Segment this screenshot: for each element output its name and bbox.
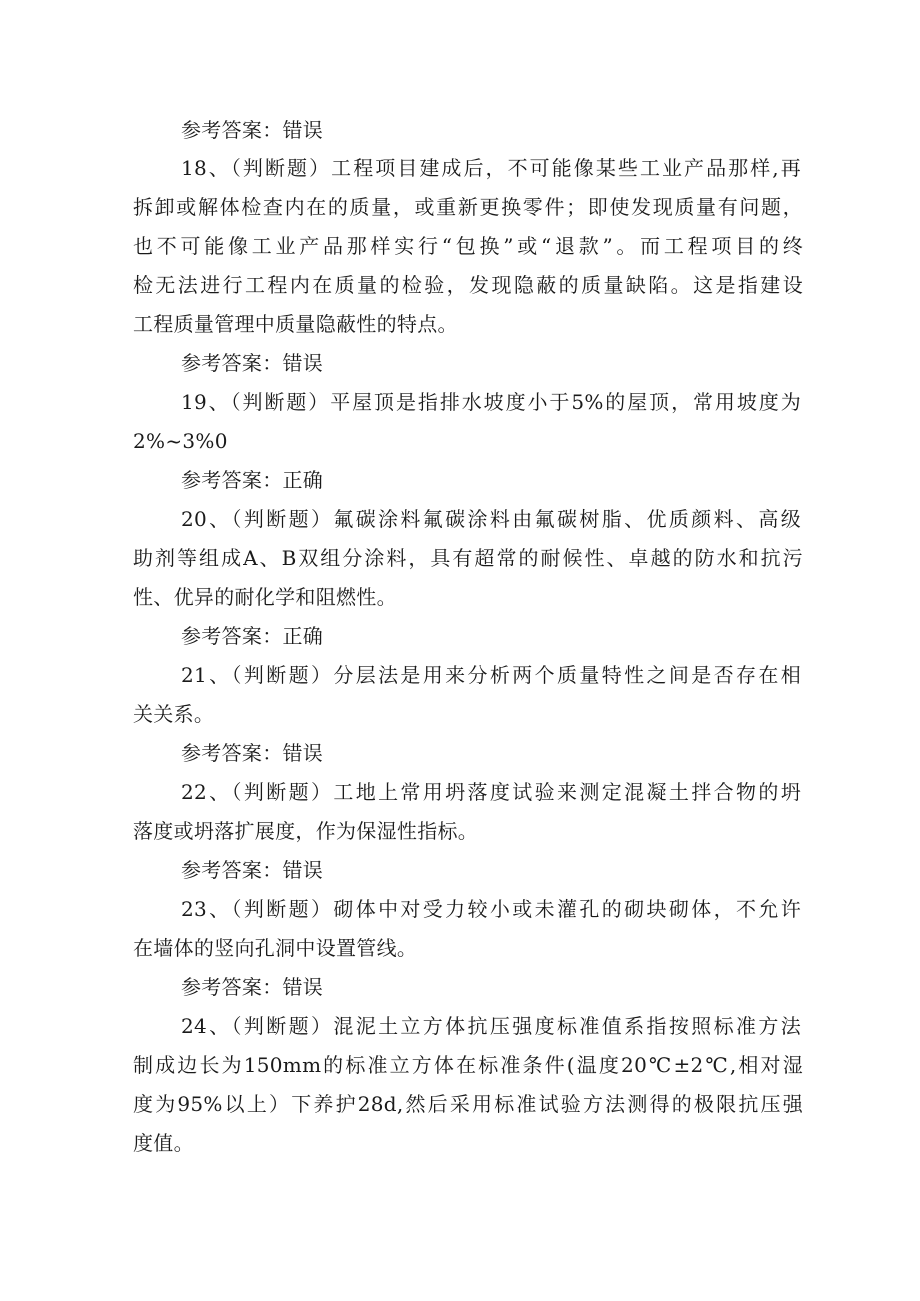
answer-line: 参考答案：错误 (181, 741, 324, 765)
question-18-line-1: 18、（判断题）工程项目建成后，不可能像某些工业产品那样,再 (181, 156, 801, 180)
question-21-line-2: 关关系。 (133, 702, 215, 726)
question-19-line-2: 2%~3%0 (133, 429, 228, 453)
question-20-line-1: 20、（判断题）氟碳涂料氟碳涂料由氟碳树脂、优质颜料、高级 (181, 507, 801, 531)
question-23-line-1: 23、（判断题）砌体中对受力较小或未灌孔的砌块砌体，不允许 (181, 897, 801, 921)
question-22-line-1: 22、（判断题）工地上常用坍落度试验来测定混凝土拌合物的坍 (181, 780, 801, 804)
question-24-line-3: 度为95%以上）下养护28d,然后采用标准试验方法测得的极限抗压强 (133, 1092, 803, 1116)
question-20-line-2: 助剂等组成A、B双组分涂料，具有超常的耐候性、卓越的防水和抗污 (133, 546, 803, 570)
answer-line: 参考答案：错误 (181, 351, 324, 375)
question-22-line-2: 落度或坍落扩展度，作为保湿性指标。 (133, 819, 479, 843)
answer-line: 参考答案：正确 (181, 624, 324, 648)
question-24-line-1: 24、（判断题）混泥土立方体抗压强度标准值系指按照标准方法 (181, 1014, 801, 1038)
question-24-line-2: 制成边长为150mm的标准立方体在标准条件(温度20℃±2℃,相对湿 (133, 1053, 803, 1077)
question-18-line-2: 拆卸或解体检查内在的质量，或重新更换零件；即使发现质量有问题， (133, 195, 803, 219)
answer-line: 参考答案：正确 (181, 468, 324, 492)
question-18-line-5: 工程质量管理中质量隐蔽性的特点。 (133, 312, 458, 336)
answer-line: 参考答案：错误 (181, 858, 324, 882)
question-21-line-1: 21、（判断题）分层法是用来分析两个质量特性之间是否存在相 (181, 663, 801, 687)
answer-line: 参考答案：错误 (181, 975, 324, 999)
question-18-line-4: 检无法进行工程内在质量的检验，发现隐蔽的质量缺陷。这是指建设 (133, 273, 803, 297)
question-23-line-2: 在墙体的竖向孔洞中设置管线。 (133, 936, 418, 960)
question-18-line-3: 也不可能像工业产品那样实行“包换”或“退款”。而工程项目的终 (133, 234, 803, 258)
question-19-line-1: 19、（判断题）平屋顶是指排水坡度小于5%的屋顶，常用坡度为 (181, 390, 801, 414)
question-24-line-4: 度值。 (133, 1131, 194, 1155)
answer-line: 参考答案：错误 (181, 118, 324, 142)
question-20-line-3: 性、优异的耐化学和阻燃性。 (133, 585, 397, 609)
